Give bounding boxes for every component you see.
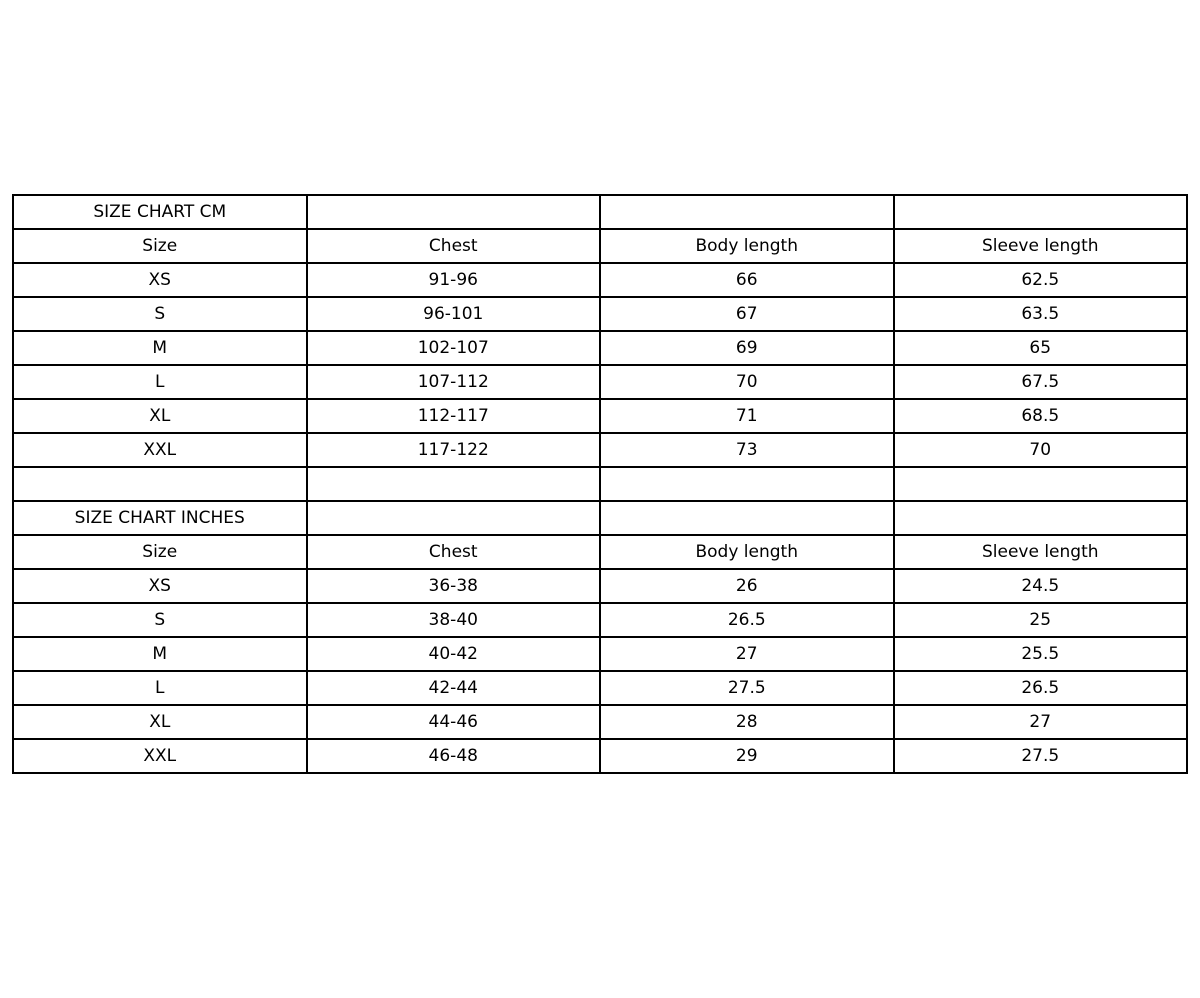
table-cell: SIZE CHART INCHES — [13, 501, 307, 535]
table-cell: 38-40 — [307, 603, 601, 637]
table-cell: 102-107 — [307, 331, 601, 365]
table-cell — [894, 467, 1188, 501]
table-cell: 66 — [600, 263, 894, 297]
table-row — [13, 569, 1187, 603]
table-row — [13, 195, 1187, 229]
table-cell: L — [13, 365, 307, 399]
table-row — [13, 705, 1187, 739]
table-cell: 70 — [894, 433, 1188, 467]
table-cell: S — [13, 603, 307, 637]
table-cell — [307, 195, 601, 229]
table-cell: XXL — [13, 739, 307, 773]
table-cell: Body length — [600, 535, 894, 569]
table-cell: XL — [13, 705, 307, 739]
table-cell: 63.5 — [894, 297, 1188, 331]
table-cell — [600, 501, 894, 535]
table-row — [13, 433, 1187, 467]
table-cell: XS — [13, 263, 307, 297]
table-cell: 27 — [600, 637, 894, 671]
table-cell: 27.5 — [894, 739, 1188, 773]
table-cell: 25.5 — [894, 637, 1188, 671]
table-cell — [600, 467, 894, 501]
table-cell: 69 — [600, 331, 894, 365]
table-cell: 40-42 — [307, 637, 601, 671]
table-row — [13, 467, 1187, 501]
table-cell: 46-48 — [307, 739, 601, 773]
table-row — [13, 399, 1187, 433]
table-cell: 68.5 — [894, 399, 1188, 433]
table-row — [13, 603, 1187, 637]
table-row — [13, 535, 1187, 569]
table-cell: 62.5 — [894, 263, 1188, 297]
table-cell — [894, 195, 1188, 229]
table-cell: 96-101 — [307, 297, 601, 331]
table-row — [13, 501, 1187, 535]
table-row — [13, 637, 1187, 671]
table-cell: XL — [13, 399, 307, 433]
table-cell — [13, 467, 307, 501]
table-cell: 67 — [600, 297, 894, 331]
table-cell: 26 — [600, 569, 894, 603]
table-cell: Sleeve length — [894, 535, 1188, 569]
table-cell: M — [13, 637, 307, 671]
table-cell: 67.5 — [894, 365, 1188, 399]
table-cell: 26.5 — [600, 603, 894, 637]
table-cell: Chest — [307, 229, 601, 263]
table-cell: 73 — [600, 433, 894, 467]
table-row — [13, 331, 1187, 365]
table-row — [13, 297, 1187, 331]
table-row — [13, 365, 1187, 399]
table-row — [13, 229, 1187, 263]
table-cell: Body length — [600, 229, 894, 263]
table-cell: Chest — [307, 535, 601, 569]
table-cell: Size — [13, 229, 307, 263]
table-cell: M — [13, 331, 307, 365]
table-cell: 27 — [894, 705, 1188, 739]
table-row — [13, 671, 1187, 705]
table-cell: 24.5 — [894, 569, 1188, 603]
table-cell: 29 — [600, 739, 894, 773]
table-cell: SIZE CHART CM — [13, 195, 307, 229]
table-cell: Sleeve length — [894, 229, 1188, 263]
table-cell: 42-44 — [307, 671, 601, 705]
table-cell: 117-122 — [307, 433, 601, 467]
table-cell: L — [13, 671, 307, 705]
table-cell: 44-46 — [307, 705, 601, 739]
table-cell: XXL — [13, 433, 307, 467]
table-cell — [307, 501, 601, 535]
table-cell: 107-112 — [307, 365, 601, 399]
table-row — [13, 263, 1187, 297]
table-cell: XS — [13, 569, 307, 603]
table-cell: 27.5 — [600, 671, 894, 705]
table-cell: Size — [13, 535, 307, 569]
table-cell: 65 — [894, 331, 1188, 365]
size-chart-table — [12, 194, 1188, 774]
table-cell: S — [13, 297, 307, 331]
table-cell: 91-96 — [307, 263, 601, 297]
table-cell: 36-38 — [307, 569, 601, 603]
table-row — [13, 739, 1187, 773]
table-cell: 28 — [600, 705, 894, 739]
table-cell: 112-117 — [307, 399, 601, 433]
table-cell: 25 — [894, 603, 1188, 637]
table-cell — [600, 195, 894, 229]
table-cell: 26.5 — [894, 671, 1188, 705]
table-cell — [307, 467, 601, 501]
table-cell — [894, 501, 1188, 535]
table-cell: 71 — [600, 399, 894, 433]
table-cell: 70 — [600, 365, 894, 399]
size-chart-body — [13, 195, 1187, 773]
